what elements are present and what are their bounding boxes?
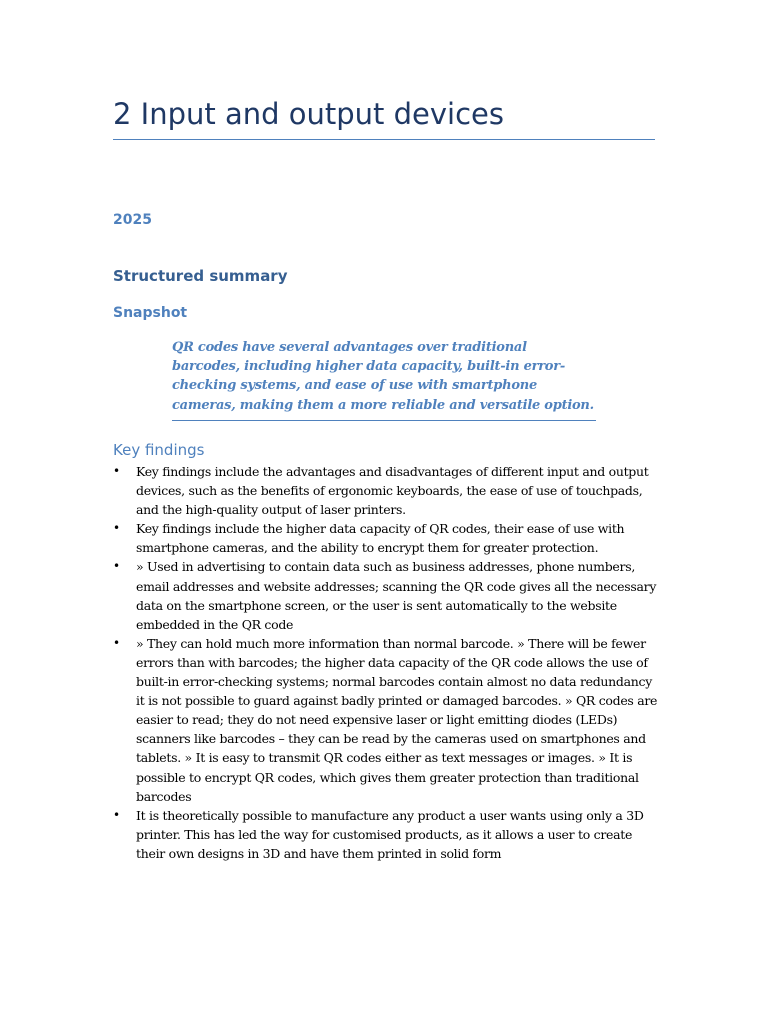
- findings-list: [113, 462, 658, 863]
- list-item: [113, 806, 658, 863]
- summary-heading: Structured summary: [113, 267, 288, 285]
- list-item: [113, 557, 658, 633]
- page-title: 2 Input and output devices: [113, 97, 504, 131]
- finding-text: » Used in advertising to contain data such as business addresses, phone numbers, email addresses and website addresses; scanning the QR code gives all the necessary data on the smartphone screen, or the user is sent automatically to the website embedded in the QR code: [136, 559, 657, 632]
- snapshot-quote: QR codes have several advantages over traditional barcodes, including higher data capacity, built-in error-checking systems, and ease of use with smartphone cameras, making them a more reliable and versatile option.: [172, 338, 596, 421]
- finding-text: It is theoretically possible to manufacture any product a user wants using only a 3D printer. This has led the way for customised products, as it allows a user to create their own designs in 3D and have them printed in solid form: [136, 807, 644, 861]
- bullet-icon: •: [113, 464, 120, 478]
- year-label: 2025: [113, 212, 152, 228]
- finding-text: Key findings include the higher data capacity of QR codes, their ease of use with smartphone cameras, and the ability to encrypt them for greater protection.: [136, 521, 625, 556]
- findings-heading: Key findings: [113, 441, 205, 459]
- snapshot-heading: Snapshot: [113, 305, 188, 321]
- title-underline: [113, 139, 655, 140]
- bullet-icon: •: [113, 521, 120, 536]
- finding-text: » They can hold much more information than normal barcode. » There will be fewer errors than with barcodes; the higher data capacity of the QR code allows the use of built-in error-checking systems; normal barcodes contain almost no data redundancy it is not possible to guard against badly printed or damaged barcodes. » QR codes are easier to read; they do not need expensive laser or light emitting diodes (LEDs) scanners like barcodes – they can be read by the cameras used on smartphones and tablets. » It is easy to transmit QR codes either as text messages or images. » It is possible to encrypt QR codes, which gives them greater protection than traditional barcodes: [136, 635, 658, 804]
- bullet-icon: •: [113, 807, 120, 822]
- list-item: [113, 462, 658, 519]
- list-item: [113, 634, 658, 806]
- bullet-icon: •: [113, 559, 120, 574]
- finding-text: Key findings include the advantages and disadvantages of different input and output devices, such as the benefits of ergonomic keyboards, the ease of use of touchpads, and the high-quality output of laser printers.: [136, 464, 649, 518]
- bullet-icon: •: [113, 635, 120, 650]
- list-item: [113, 519, 658, 557]
